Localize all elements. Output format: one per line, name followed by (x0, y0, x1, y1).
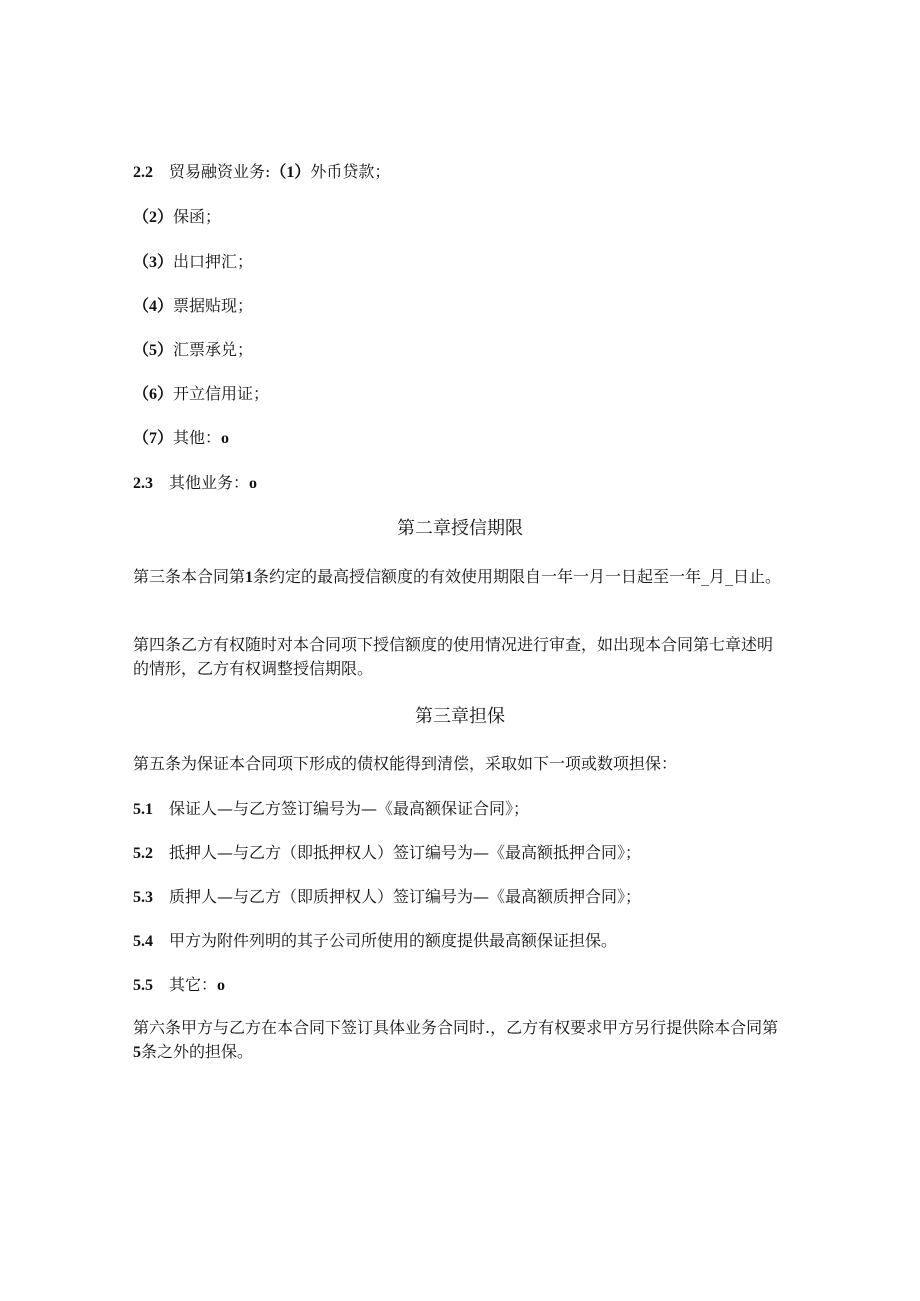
article-text: 条约定的最高授信额度的有效使用期限自一年一月一日起至一年_月_日止。 (253, 567, 782, 586)
article-ref-number: 5 (133, 1044, 141, 1061)
article-3 (133, 565, 783, 590)
section-label: 其他业务： (169, 473, 250, 492)
item-text: 出口押汇； (173, 252, 254, 271)
section-number: 2.2 (133, 164, 153, 181)
item-text: 其他： (173, 428, 222, 447)
section-2-3 (133, 473, 257, 494)
item-text: 质押人—与乙方（即质押权人）签订编号为—《最高额质押合同》； (169, 887, 642, 906)
article-text: 第三条本合同第 (133, 567, 246, 586)
guarantee-item (133, 887, 641, 908)
guarantee-item (133, 975, 225, 996)
item-text: 其它： (169, 975, 218, 994)
item-number: 5.1 (133, 801, 153, 818)
trade-item (133, 252, 253, 273)
item-number: （2） (133, 209, 174, 226)
item-text: 外币贷款； (310, 162, 391, 181)
item-text: 保函； (173, 207, 222, 226)
section-number: 2.3 (133, 475, 153, 492)
item-number: （1） (270, 164, 311, 181)
guarantee-item (133, 931, 617, 952)
trade-item (133, 384, 269, 405)
guarantee-item (133, 799, 529, 820)
guarantee-item (133, 843, 641, 864)
article-4: 第四条乙方有权随时对本合同项下授信额度的使用情况进行审查，如出现本合同第七章述明的情形，乙方有权调整授信期限。 (133, 635, 774, 678)
trade-item (133, 340, 253, 361)
chapter-3-title: 第三章担保 (415, 706, 505, 727)
trade-item (133, 296, 253, 317)
section-label: 贸易融资业务: (169, 162, 271, 181)
item-number: （5） (133, 342, 174, 359)
item-number: （7） (133, 430, 174, 447)
item-number: 5.5 (133, 977, 153, 994)
trade-item (133, 428, 229, 449)
article-text: 第六条甲方与乙方在本合同下签订具体业务合同时.，乙方有权要求甲方另行提供除本合同第 (133, 1018, 779, 1037)
item-value: o (221, 430, 230, 447)
chapter-2-title: 第二章授信期限 (397, 518, 523, 539)
item-number: 5.2 (133, 845, 153, 862)
item-number: 5.4 (133, 933, 153, 950)
item-text: 开立信用证； (173, 384, 270, 403)
item-number: （4） (133, 298, 174, 315)
item-text: 抵押人—与乙方（即抵押权人）签订编号为—《最高额抵押合同》； (169, 843, 642, 862)
article-text: 条之外的担保。 (141, 1042, 254, 1061)
item-number: 5.3 (133, 889, 153, 906)
item-text: 汇票承兑； (173, 340, 254, 359)
item-value: o (217, 977, 226, 994)
item-text: 保证人—与乙方签订编号为—《最高额保证合同》； (169, 799, 530, 818)
item-number: （6） (133, 386, 174, 403)
article-5: 第五条为保证本合同项下形成的债权能得到清偿，采取如下一项或数项担保： (133, 754, 678, 773)
item-text: 票据贴现； (173, 296, 254, 315)
article-6 (133, 1016, 783, 1065)
trade-item (133, 207, 221, 228)
item-number: （3） (133, 254, 174, 271)
article-ref-number: 1 (245, 569, 254, 586)
section-2-2 (133, 162, 390, 183)
item-text: 甲方为附件列明的其子公司所使用的额度提供最高额保证担保。 (169, 931, 618, 950)
section-value: o (249, 475, 258, 492)
